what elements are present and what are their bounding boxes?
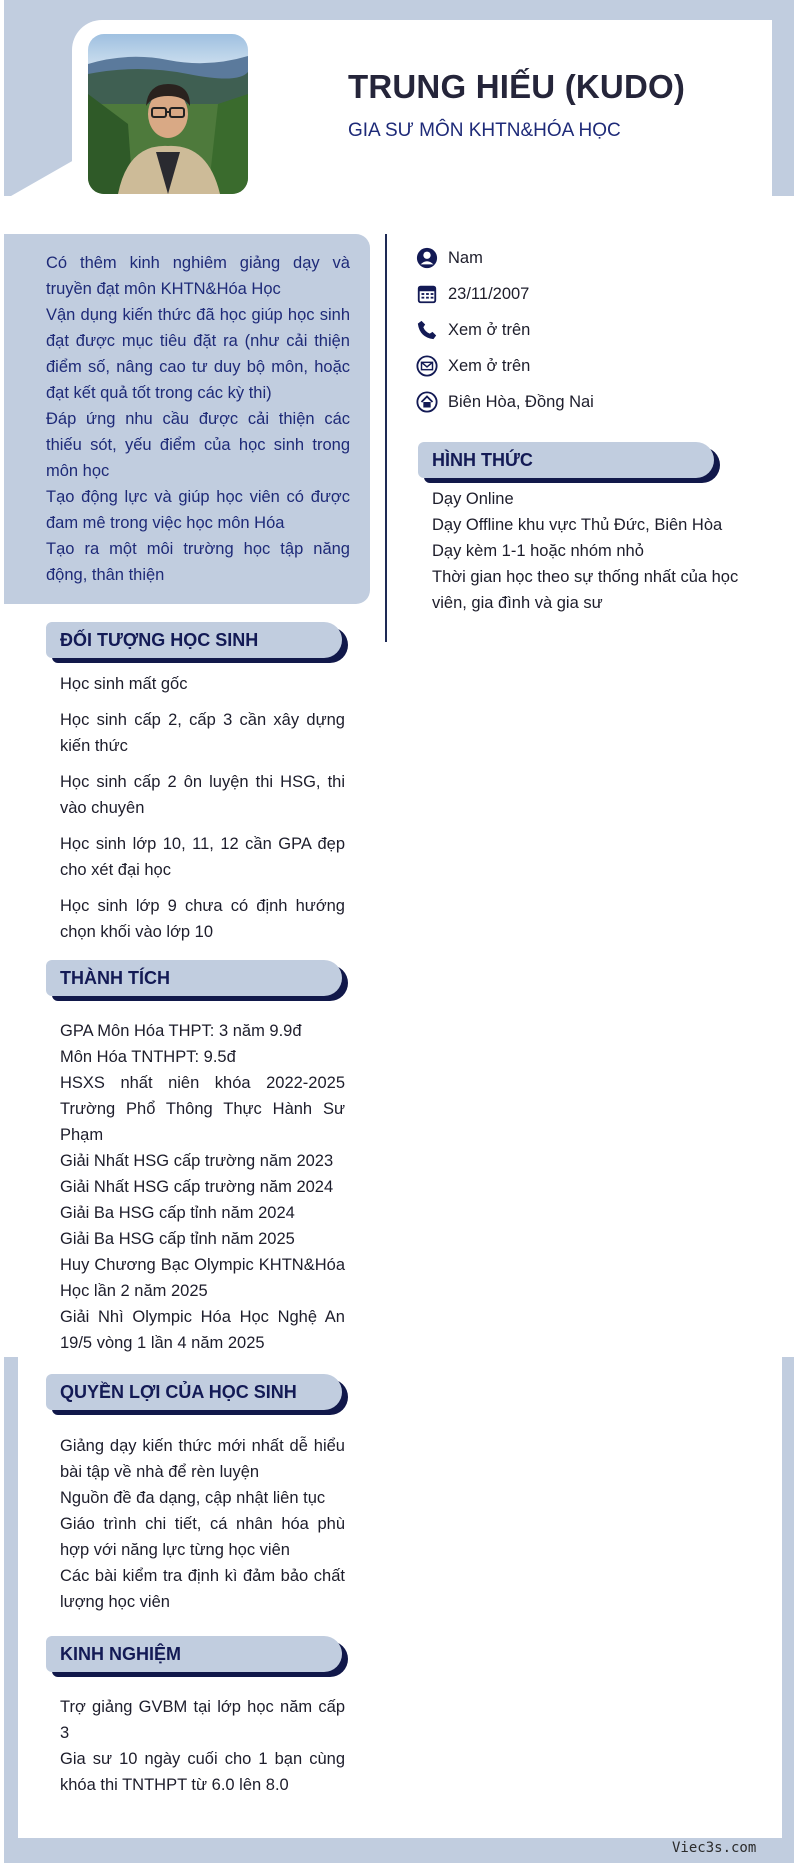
heading-label: ĐỐI TƯỢNG HỌC SINH [60,630,259,650]
contact-birthday [416,276,594,312]
calendar-icon [416,283,438,305]
list-item: Giải Nhất HSG cấp trường năm 2023 [60,1152,334,1170]
header-gap [4,196,794,216]
list-item: Giải Nhì Olympic Hóa Học Nghệ An 19/5 vòng 1 lần 4 năm 2025 [60,1308,345,1352]
contact-address [416,384,594,420]
list-item: Học sinh mất gốc [60,675,188,693]
summary-box [4,234,370,604]
summary-line: Có thêm kinh nghiêm giảng dạy và truyền đạt môn KHTN&Hóa Học [46,254,350,298]
list-item: Giảng dạy kiến thức mới nhất dễ hiểu bài tập về nhà để rèn luyện [60,1437,345,1481]
list-item: Học sinh cấp 2, cấp 3 cần xây dựng kiến thức [60,711,345,755]
list-item: Môn Hóa TNTHPT: 9.5đ [60,1048,236,1066]
list-item: HSXS nhất niên khóa 2022-2025 Trường Phổ Thông Thực Hành Sư Phạm [60,1074,345,1144]
list-item: Dạy Offline khu vực Thủ Đức, Biên Hòa [432,516,723,534]
user-icon [416,247,438,269]
list-item: Dạy kèm 1-1 hoặc nhóm nhỏ [432,542,644,560]
summary-line: Tạo động lực và giúp học viên có được đam mê trong việc học môn Hóa [46,488,350,532]
list-item: Gia sư 10 ngày cuối cho 1 bạn cùng khóa thi TNTHPT từ 6.0 lên 8.0 [60,1750,345,1794]
list-item: Giải Nhất HSG cấp trường năm 2024 [60,1178,334,1196]
candidate-name: TRUNG HIẾU (KUDO) [348,68,686,105]
list-item: Dạy Online [432,490,514,508]
contact-info [416,240,594,420]
section-heading-format [418,442,718,480]
contact-email [416,348,594,384]
section-heading-benefits [46,1374,346,1412]
list-item: Giáo trình chi tiết, cá nhân hóa phù hợp với năng lực từng học viên [60,1515,345,1559]
gender-value: Nam [448,248,483,267]
section-heading-achievements [46,960,346,998]
summary-line: Đáp ứng nhu cầu được cải thiện các thiếu sót, yếu điểm của học sinh trong môn học [46,410,350,480]
heading-label: QUYỀN LỢI CỦA HỌC SINH [60,1382,297,1402]
list-item: Nguồn đề đa dạng, cập nhật liên tục [60,1489,326,1507]
list-item: GPA Môn Hóa THPT: 3 năm 9.9đ [60,1022,302,1040]
avatar [88,34,248,194]
list-item: Các bài kiểm tra định kì đảm bảo chất lượng học viên [60,1567,345,1611]
list-item: Thời gian học theo sự thống nhất của học viên, gia đình và gia sư [432,568,739,612]
mail-icon [416,355,438,377]
heading-label: THÀNH TÍCH [60,968,170,988]
list-item: Giải Ba HSG cấp tỉnh năm 2024 [60,1204,295,1222]
list-item: Học sinh lớp 10, 11, 12 cần GPA đẹp cho xét đại học [60,835,345,879]
experience-list [60,1694,345,1798]
phone-value: Xem ở trên [448,320,531,339]
list-item: Học sinh lớp 9 chưa có định hướng chọn khối vào lớp 10 [60,897,345,941]
list-item: Trợ giảng GVBM tại lớp học năm cấp 3 [60,1698,345,1742]
heading-label: HÌNH THỨC [432,450,533,470]
summary-line: Tạo ra một môi trường học tập năng động, thân thiện [46,540,350,584]
home-icon [416,391,438,413]
address-value: Biên Hòa, Đồng Nai [448,392,594,411]
watermark: Viec3s.com [672,1840,757,1856]
list-item: Học sinh cấp 2 ôn luyện thi HSG, thi vào chuyên [60,773,345,817]
section-heading-students [46,622,346,660]
birthday-value: 23/11/2007 [448,284,530,303]
email-value: Xem ở trên [448,356,531,375]
section-heading-experience [46,1636,346,1674]
candidate-subtitle: GIA SƯ MÔN KHTN&HÓA HỌC [348,120,621,141]
contact-phone [416,312,594,348]
heading-label: KINH NGHIỆM [60,1644,181,1664]
contact-gender [416,240,594,276]
list-item: Huy Chương Bạc Olympic KHTN&Hóa Học lần 2 năm 2025 [60,1256,345,1300]
benefits-list [60,1433,345,1615]
students-list [60,671,345,955]
summary-line: Vận dụng kiến thức đã học giúp học sinh đạt được mục tiêu đặt ra (như cải thiện điểm số, nâng cao tư duy bộ môn, hoặc đạt kết quả tốt trong các kỳ thi) [46,306,350,402]
column-divider [385,234,387,642]
list-item: Giải Ba HSG cấp tỉnh năm 2025 [60,1230,295,1248]
format-list [432,486,762,616]
phone-icon [416,319,438,341]
achievements-list [60,1018,345,1356]
